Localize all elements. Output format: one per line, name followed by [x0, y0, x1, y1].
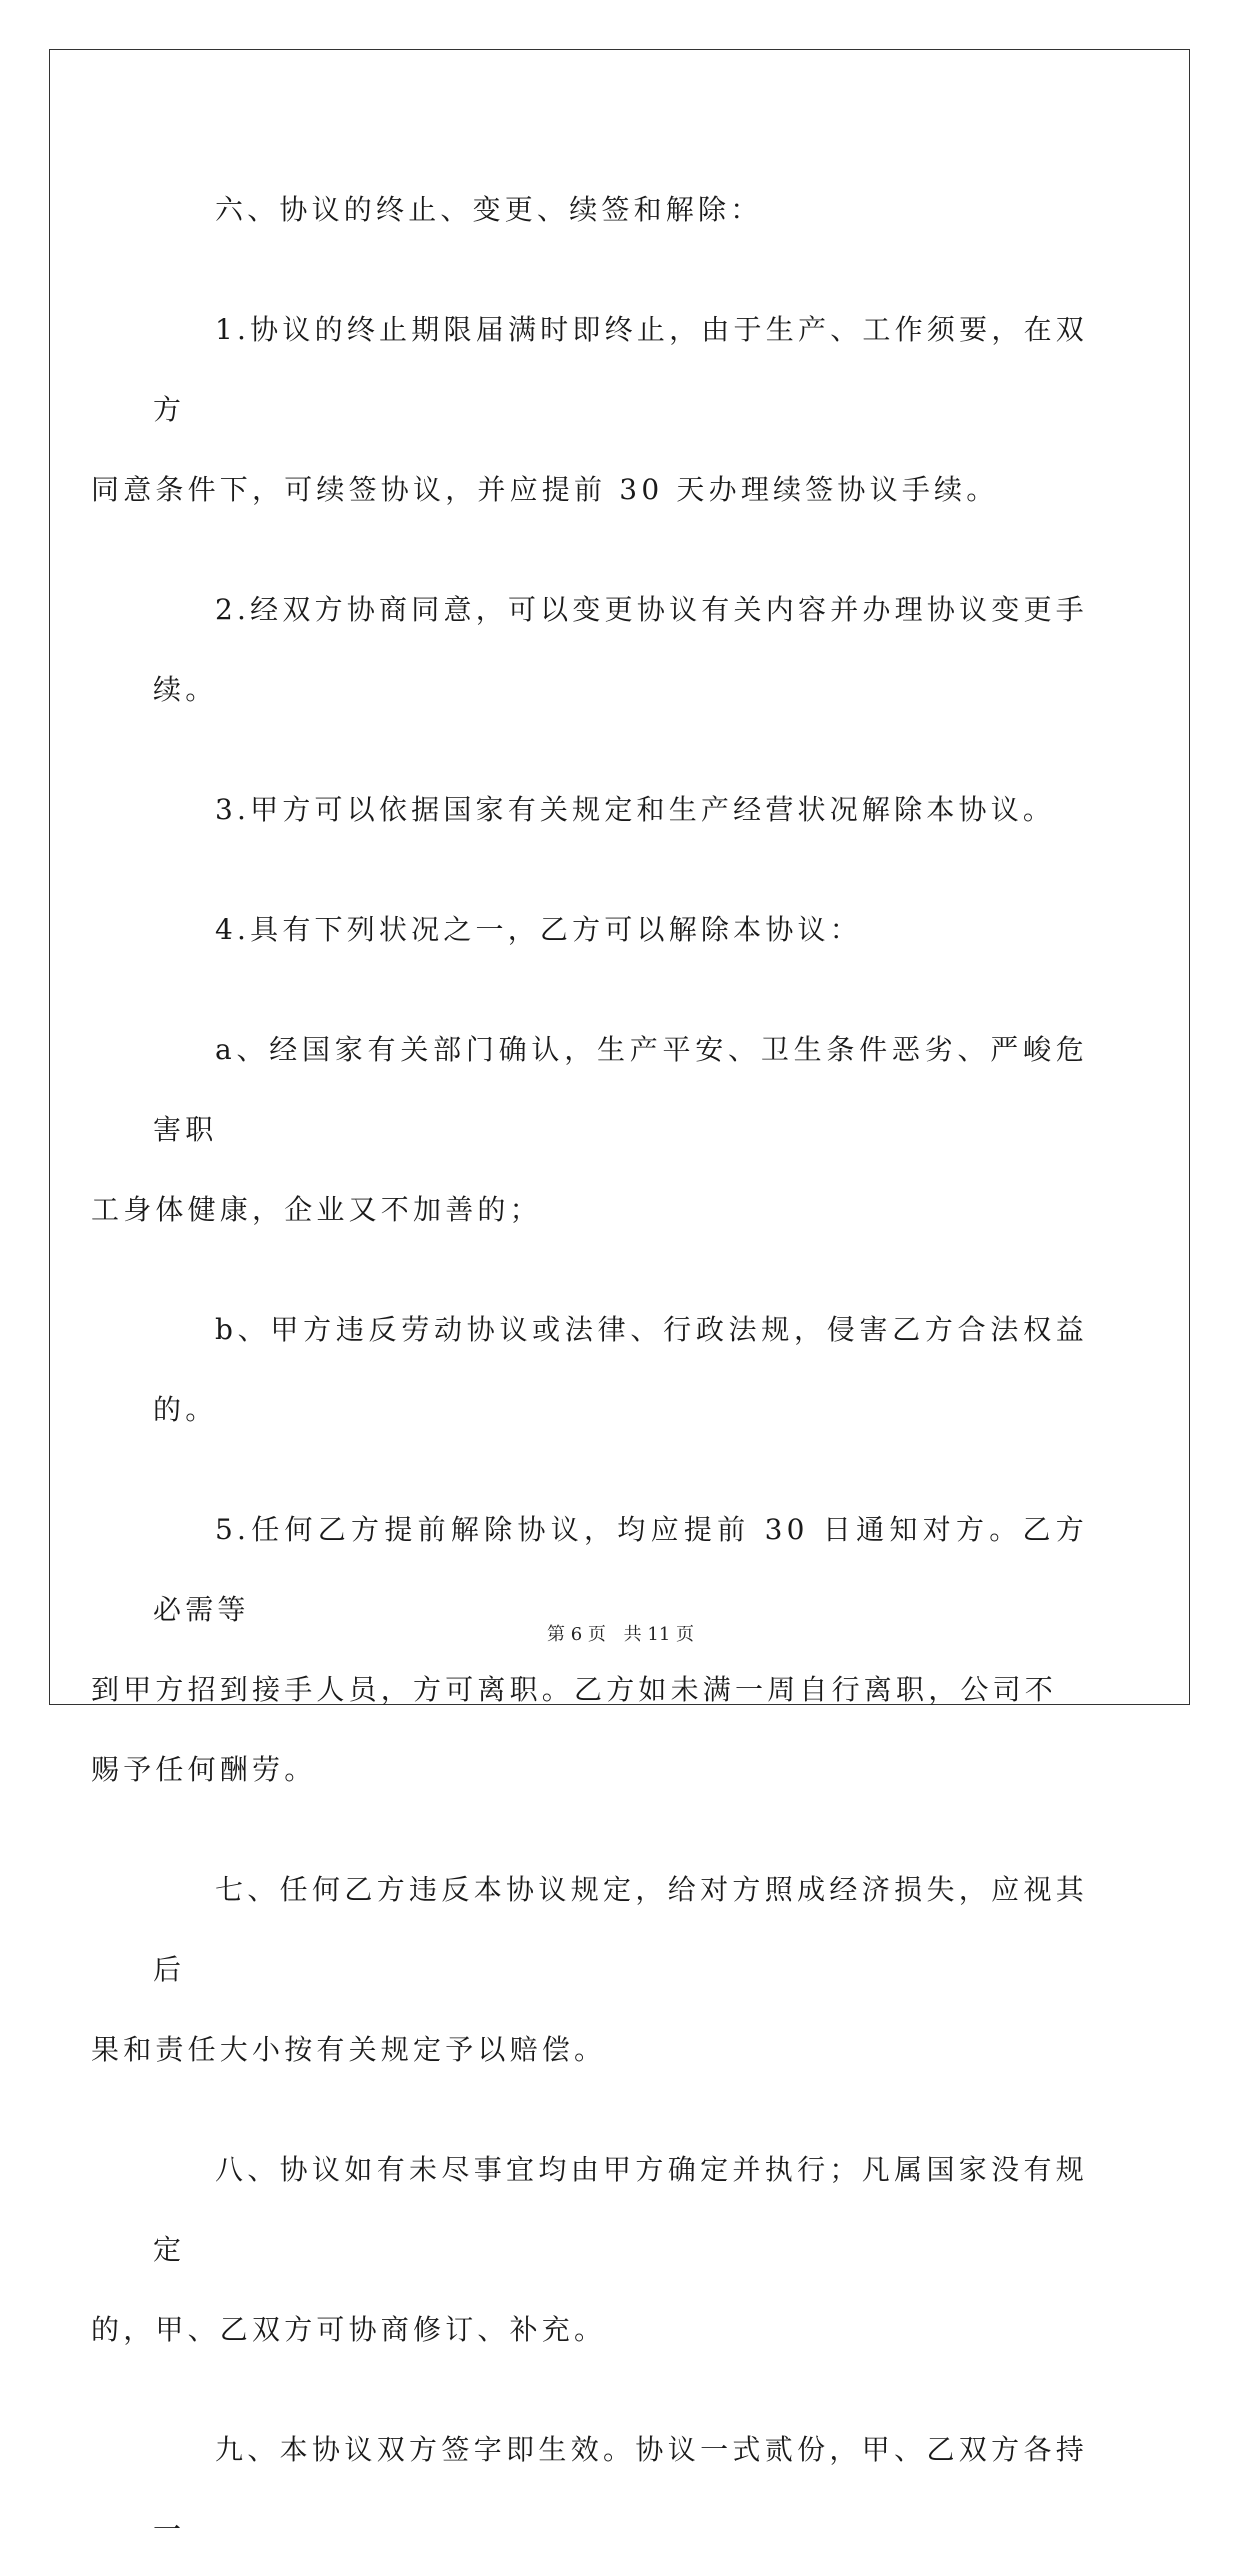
text-line: 七、任何乙方违反本协议规定，给对方照成经济损失，应视其后: [153, 1873, 1088, 1986]
text-line: 1.协议的终止期限届满时即终止，由于生产、工作须要，在双方: [153, 313, 1088, 426]
text-line: 八、协议如有未尽事宜均由甲方确定并执行；凡属国家没有规定: [153, 2153, 1088, 2266]
text-line: a、经国家有关部门确认，生产平安、卫生条件恶劣、严峻危害职: [153, 1033, 1088, 1146]
paragraph-item-3: [153, 770, 1088, 850]
paragraph-section-7: [91, 1850, 1088, 2090]
text-line: 2.经双方协商同意，可以变更协议有关内容并办理协议变更手续。: [153, 593, 1088, 706]
page-number-total: 共 11 页: [623, 1624, 694, 1645]
text-line: 3.甲方可以依据国家有关规定和生产经营状况解除本协议。: [215, 793, 1056, 826]
text-line: 九、本协议双方签字即生效。协议一式贰份，甲、乙双方各持一: [153, 2433, 1088, 2546]
text-line: 到甲方招到接手人员，方可离职。乙方如未满一周自行离职，公司不: [91, 1673, 1058, 1706]
paragraph-section-9: [153, 2410, 1088, 2570]
text-line: 六、协议的终止、变更、续签和解除：: [215, 193, 763, 226]
paragraph-item-4b: [153, 1290, 1088, 1450]
paragraph-item-4: [153, 890, 1088, 970]
text-line: 的，甲、乙双方可协商修订、补充。: [91, 2313, 607, 2346]
text-line: b、甲方违反劳动协议或法律、行政法规，侵害乙方合法权益的。: [153, 1313, 1088, 1426]
text-line: 果和责任大小按有关规定予以赔偿。: [91, 2033, 607, 2066]
paragraph-item-2: [153, 570, 1088, 730]
text-line: 赐予任何酬劳。: [91, 1753, 317, 1786]
paragraph-item-1: [91, 290, 1088, 530]
text-line: 同意条件下，可续签协议，并应提前 30 天办理续签协议手续。: [91, 473, 999, 506]
page-footer: [0, 1620, 1241, 1646]
paragraph-item-4a: [91, 1010, 1088, 1250]
page-number-current: 第 6 页: [547, 1624, 606, 1645]
text-line: 工身体健康，企业又不加善的；: [91, 1193, 542, 1226]
paragraph-item-5: [91, 1490, 1088, 1810]
text-line: 4.具有下列状况之一，乙方可以解除本协议：: [215, 913, 862, 946]
document-body: [91, 170, 1088, 2570]
text-line: 5.任何乙方提前解除协议，均应提前 30 日通知对方。乙方必需等: [153, 1513, 1088, 1626]
paragraph-section-6-heading: [153, 170, 1088, 250]
paragraph-section-8: [91, 2130, 1088, 2370]
